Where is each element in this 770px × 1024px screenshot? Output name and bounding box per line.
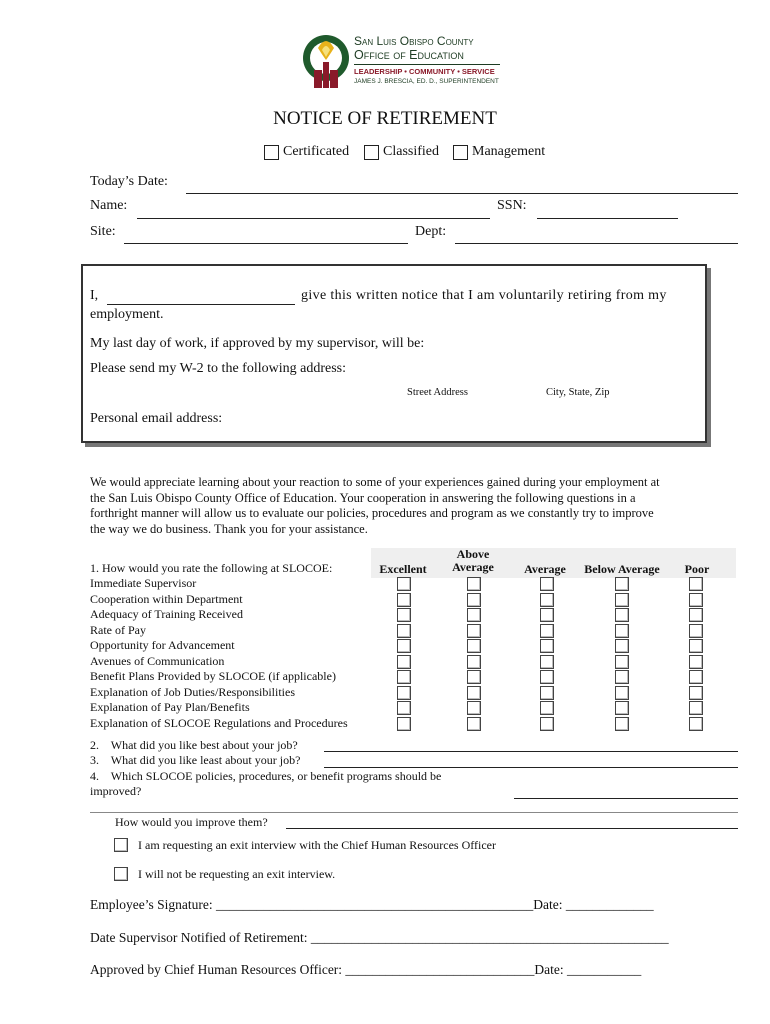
logo-line-3: LEADERSHIP • COMMUNITY • SERVICE xyxy=(354,67,495,76)
question-4-cont: improved? xyxy=(90,784,142,798)
intro-paragraph xyxy=(90,475,730,537)
rating-checkbox-average[interactable] xyxy=(540,577,554,591)
rating-checkbox-above-average[interactable] xyxy=(467,639,481,653)
no-exit-interview-label: I will not be requesting an exit interview. xyxy=(138,867,336,881)
rating-item-label: Cooperation within Department xyxy=(90,591,243,606)
question-3-field[interactable] xyxy=(324,767,738,768)
rating-checkbox-below-average[interactable] xyxy=(615,717,629,731)
todays-date-field[interactable] xyxy=(186,193,738,194)
rating-checkbox-average[interactable] xyxy=(540,624,554,638)
question-5: How would you improve them? xyxy=(115,815,268,829)
management-checkbox[interactable] xyxy=(453,145,468,160)
notice-statement: give this written notice that I am voluntarily retiring from my xyxy=(301,288,667,303)
rating-item-label: Benefit Plans Provided by SLOCOE (if applicable) xyxy=(90,669,336,683)
rating-checkbox-below-average[interactable] xyxy=(615,593,629,607)
question-4-field[interactable] xyxy=(514,798,738,799)
col-excellent: Excellent xyxy=(379,562,427,576)
exit-interview-request-checkbox[interactable] xyxy=(114,838,128,852)
ssn-label: SSN: xyxy=(497,198,527,213)
rating-checkbox-poor[interactable] xyxy=(689,624,703,638)
rating-checkbox-average[interactable] xyxy=(540,593,554,607)
rating-checkbox-below-average[interactable] xyxy=(615,639,629,653)
certificated-label: Certificated xyxy=(283,144,350,159)
rating-item-label: Explanation of SLOCOE Regulations and Procedures xyxy=(90,715,348,730)
exit-interview-request-label: I am requesting an exit interview with the Chief Human Resources Officer xyxy=(138,838,497,852)
classified-label: Classified xyxy=(383,144,439,159)
rating-checkbox-below-average[interactable] xyxy=(615,670,629,684)
col-below-average: Below Average xyxy=(584,562,660,576)
supervisor-notified-line[interactable]: Date Supervisor Notified of Retirement: _____________________________________________________ xyxy=(90,930,669,945)
logo-line-1: San Luis Obispo County xyxy=(354,34,474,48)
question-4-field-2[interactable] xyxy=(90,812,738,813)
rating-checkbox-average[interactable] xyxy=(540,717,554,731)
dept-field[interactable] xyxy=(455,243,738,244)
rating-checkbox-average[interactable] xyxy=(540,655,554,669)
site-field[interactable] xyxy=(124,243,408,244)
torch-logo-icon xyxy=(302,30,352,92)
management-label: Management xyxy=(472,144,546,159)
col-poor: Poor xyxy=(684,562,710,576)
question-2: 2. What did you like best about your job? xyxy=(90,738,298,752)
name-label: Name: xyxy=(90,198,128,213)
col-average: Average xyxy=(524,562,566,576)
rating-checkbox-above-average[interactable] xyxy=(467,608,481,622)
rating-checkbox-below-average[interactable] xyxy=(615,686,629,700)
rating-checkbox-excellent[interactable] xyxy=(397,655,411,669)
intro-line-2: the San Luis Obispo County Office of Education. Your cooperation in answering the following questions in a xyxy=(90,490,636,505)
rating-item-label: Avenues of Communication xyxy=(90,653,225,668)
rating-checkbox-poor[interactable] xyxy=(689,686,703,700)
name-field[interactable] xyxy=(137,218,490,219)
rating-checkbox-above-average[interactable] xyxy=(467,593,481,607)
rating-checkbox-excellent[interactable] xyxy=(397,701,411,715)
col-above-average xyxy=(442,548,504,574)
notice-i-prefix: I, xyxy=(90,288,99,303)
intro-line-1: We would appreciate learning about your reaction to some of your experiences gained during your employment at xyxy=(90,475,660,489)
city-state-zip-label: City, State, Zip xyxy=(546,387,610,398)
no-exit-interview-checkbox[interactable] xyxy=(114,867,128,881)
retirement-notice-box xyxy=(81,264,707,443)
todays-date-label: Today’s Date: xyxy=(90,174,168,189)
rating-checkbox-excellent[interactable] xyxy=(397,686,411,700)
last-day-label: My last day of work, if approved by my supervisor, will be: xyxy=(90,336,425,351)
page-title: NOTICE OF RETIREMENT xyxy=(273,108,497,129)
rating-checkbox-excellent[interactable] xyxy=(397,717,411,731)
rating-checkbox-poor[interactable] xyxy=(689,608,703,622)
logo xyxy=(302,30,502,92)
logo-line-4: JAMES J. BRESCIA, ED. D., SUPERINTENDENT xyxy=(354,78,499,85)
rating-checkbox-above-average[interactable] xyxy=(467,577,481,591)
rating-checkbox-average[interactable] xyxy=(540,639,554,653)
rating-question: 1. How would you rate the following at SLOCOE: xyxy=(90,561,333,575)
rating-item-label: Adequacy of Training Received xyxy=(90,607,243,621)
rating-item-label: Explanation of Pay Plan/Benefits xyxy=(90,700,250,714)
rating-checkbox-excellent[interactable] xyxy=(397,593,411,607)
col-above-average-line-2: Average xyxy=(452,560,494,574)
rating-checkbox-above-average[interactable] xyxy=(467,717,481,731)
rating-checkbox-poor[interactable] xyxy=(689,639,703,653)
intro-line-4: the way we do business. Thank you for your assistance. xyxy=(90,521,368,536)
w2-label: Please send my W-2 to the following address: xyxy=(90,361,346,376)
rating-checkbox-poor[interactable] xyxy=(689,593,703,607)
ssn-field[interactable] xyxy=(537,218,678,219)
question-2-field[interactable] xyxy=(324,751,738,752)
rating-item-label: Explanation of Job Duties/Responsibilities xyxy=(90,684,295,699)
rating-checkbox-poor[interactable] xyxy=(689,670,703,684)
rating-item-label: Opportunity for Advancement xyxy=(90,638,235,652)
approved-by-line[interactable]: Approved by Chief Human Resources Officer: ____________________________Date: ___________ xyxy=(90,962,642,977)
rating-checkbox-above-average[interactable] xyxy=(467,686,481,700)
rating-checkbox-above-average[interactable] xyxy=(467,670,481,684)
rating-checkbox-below-average[interactable] xyxy=(615,624,629,638)
rating-checkbox-below-average[interactable] xyxy=(615,608,629,622)
rating-checkbox-poor[interactable] xyxy=(689,701,703,715)
question-5-field[interactable] xyxy=(286,828,738,829)
rating-checkbox-average[interactable] xyxy=(540,701,554,715)
question-4: 4. Which SLOCOE policies, procedures, or benefit programs should be xyxy=(90,769,442,783)
rating-item-label: Immediate Supervisor xyxy=(90,576,197,590)
rating-checkbox-above-average[interactable] xyxy=(467,624,481,638)
employee-signature-line[interactable]: Employee’s Signature: _______________________________________________Date: _____________ xyxy=(90,897,654,912)
rating-checkbox-above-average[interactable] xyxy=(467,701,481,715)
street-address-label: Street Address xyxy=(407,387,468,398)
rating-checkbox-excellent[interactable] xyxy=(397,608,411,622)
rating-checkbox-below-average[interactable] xyxy=(615,701,629,715)
rating-checkbox-average[interactable] xyxy=(540,608,554,622)
rating-checkbox-above-average[interactable] xyxy=(467,655,481,669)
rating-checkbox-excellent[interactable] xyxy=(397,639,411,653)
intro-line-3: forthright manner will allow us to evaluate our policies, procedures and program as we constantly try to improve xyxy=(90,506,654,520)
rating-checkbox-below-average[interactable] xyxy=(615,577,629,591)
rating-checkbox-poor[interactable] xyxy=(689,717,703,731)
classified-checkbox[interactable] xyxy=(364,145,379,160)
site-label: Site: xyxy=(90,224,116,239)
rating-checkbox-poor[interactable] xyxy=(689,655,703,669)
rating-checkbox-excellent[interactable] xyxy=(397,577,411,591)
logo-line-2: Office of Education xyxy=(354,48,464,62)
rating-checkbox-average[interactable] xyxy=(540,686,554,700)
rating-checkbox-excellent[interactable] xyxy=(397,624,411,638)
logo-divider xyxy=(354,64,500,65)
rating-checkbox-below-average[interactable] xyxy=(615,655,629,669)
rating-item-label: Rate of Pay xyxy=(90,622,146,637)
col-above-average-line-1: Above xyxy=(456,547,490,561)
question-3: 3. What did you like least about your job? xyxy=(90,753,301,767)
retiree-name-field[interactable] xyxy=(107,304,295,305)
certificated-checkbox[interactable] xyxy=(264,145,279,160)
dept-label: Dept: xyxy=(415,224,447,239)
rating-checkbox-poor[interactable] xyxy=(689,577,703,591)
email-label: Personal email address: xyxy=(90,411,223,426)
rating-checkbox-excellent[interactable] xyxy=(397,670,411,684)
rating-checkbox-average[interactable] xyxy=(540,670,554,684)
notice-statement-cont: employment. xyxy=(90,307,164,322)
